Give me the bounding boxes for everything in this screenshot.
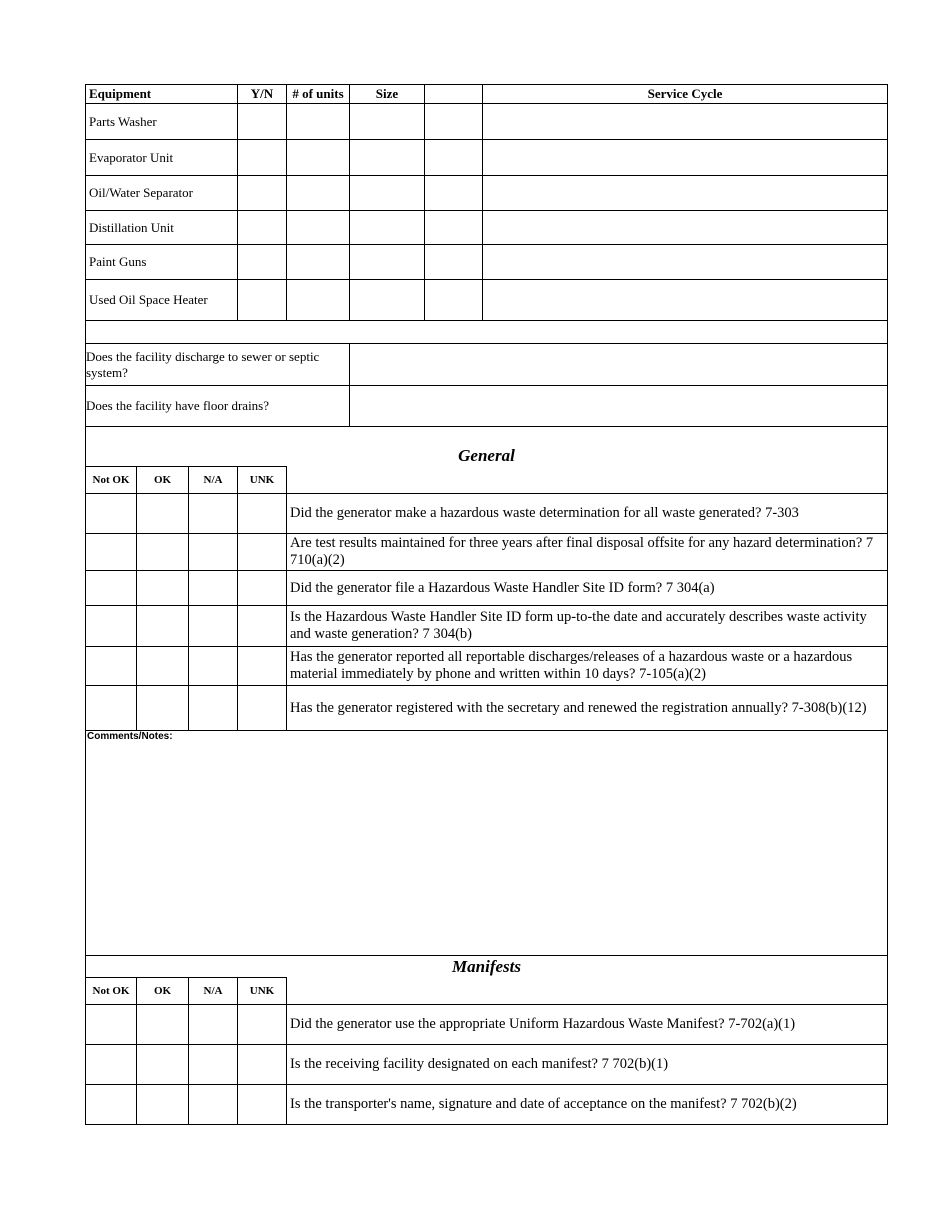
yn-cell[interactable]	[238, 280, 287, 321]
general-question-text: Is the Hazardous Waste Handler Site ID form up-to-the date and accurately describes waste activity and waste generation? 7 304(b)	[287, 606, 888, 647]
equipment-label: Evaporator Unit	[86, 140, 238, 176]
units-cell[interactable]	[287, 176, 350, 211]
equipment-label: Oil/Water Separator	[86, 176, 238, 211]
na-header: N/A	[189, 467, 238, 494]
service-cycle-cell[interactable]	[483, 140, 888, 176]
units-cell[interactable]	[287, 211, 350, 245]
ok-checkbox[interactable]	[137, 647, 189, 686]
unk-checkbox[interactable]	[238, 686, 287, 731]
size-cell[interactable]	[350, 176, 425, 211]
comments-notes-area[interactable]	[86, 731, 888, 956]
yn-cell[interactable]	[238, 140, 287, 176]
manifests-question-text: Is the receiving facility designated on each manifest? 7 702(b)(1)	[287, 1045, 888, 1085]
size-header: Size	[350, 85, 425, 104]
equipment-header: Equipment	[86, 85, 238, 104]
general-question-text: Has the generator reported all reportable discharges/releases of a hazardous waste or a hazardous material immediately by phone and written within 10 days? 7-105(a)(2)	[287, 647, 888, 686]
inspection-form	[85, 84, 887, 1125]
na-header: N/A	[189, 978, 238, 1005]
facility-question-label: Does the facility discharge to sewer or septic system?	[86, 344, 350, 386]
equipment-label: Parts Washer	[86, 104, 238, 140]
manifests-section	[85, 955, 888, 1125]
manifests-question-text: Did the generator use the appropriate Uniform Hazardous Waste Manifest? 7-702(a)(1)	[287, 1005, 888, 1045]
unk-checkbox[interactable]	[238, 606, 287, 647]
not-ok-checkbox[interactable]	[86, 571, 137, 606]
not-ok-checkbox[interactable]	[86, 606, 137, 647]
blank-cell[interactable]	[425, 280, 483, 321]
general-section-title: General	[86, 427, 888, 467]
general-title-row	[86, 427, 888, 467]
ok-checkbox[interactable]	[137, 1085, 189, 1125]
question-header-blank	[287, 978, 888, 1005]
comments-row	[86, 731, 888, 956]
units-cell[interactable]	[287, 104, 350, 140]
service-cycle-cell[interactable]	[483, 176, 888, 211]
unk-checkbox[interactable]	[238, 647, 287, 686]
service-cycle-cell[interactable]	[483, 104, 888, 140]
blank-header	[425, 85, 483, 104]
general-question-row	[86, 494, 888, 534]
unk-header: UNK	[238, 467, 287, 494]
equipment-label: Used Oil Space Heater	[86, 280, 238, 321]
general-question-text: Did the generator make a hazardous waste determination for all waste generated? 7-303	[287, 494, 888, 534]
manifests-question-text: Is the transporter's name, signature and date of acceptance on the manifest? 7 702(b)(2)	[287, 1085, 888, 1125]
equipment-label: Paint Guns	[86, 245, 238, 280]
equipment-row	[86, 211, 888, 245]
ok-header: OK	[137, 467, 189, 494]
manifests-question-row	[86, 1045, 888, 1085]
units-cell[interactable]	[287, 245, 350, 280]
units-header: # of units	[287, 85, 350, 104]
general-question-text: Are test results maintained for three years after final disposal offsite for any hazard determination? 7 710(a)(2)	[287, 534, 888, 571]
general-question-text: Has the generator registered with the secretary and renewed the registration annually? 7-308(b)(12)	[287, 686, 888, 731]
not-ok-header: Not OK	[86, 467, 137, 494]
ok-checkbox[interactable]	[137, 494, 189, 534]
ok-checkbox[interactable]	[137, 571, 189, 606]
na-checkbox[interactable]	[189, 1045, 238, 1085]
yn-cell[interactable]	[238, 245, 287, 280]
equipment-label: Distillation Unit	[86, 211, 238, 245]
size-cell[interactable]	[350, 140, 425, 176]
na-checkbox[interactable]	[189, 571, 238, 606]
na-checkbox[interactable]	[189, 494, 238, 534]
ok-header: OK	[137, 978, 189, 1005]
equipment-row	[86, 140, 888, 176]
general-checklist-header	[86, 467, 888, 494]
blank-cell[interactable]	[425, 104, 483, 140]
ok-checkbox[interactable]	[137, 534, 189, 571]
yn-cell[interactable]	[238, 211, 287, 245]
manifests-title-row	[86, 956, 888, 978]
na-checkbox[interactable]	[189, 1085, 238, 1125]
facility-question-label: Does the facility have floor drains?	[86, 386, 350, 427]
question-header-blank	[287, 467, 888, 494]
units-cell[interactable]	[287, 280, 350, 321]
equipment-row	[86, 245, 888, 280]
not-ok-checkbox[interactable]	[86, 1005, 137, 1045]
not-ok-checkbox[interactable]	[86, 686, 137, 731]
manifests-checklist-header	[86, 978, 888, 1005]
manifests-question-row	[86, 1005, 888, 1045]
general-question-text: Did the generator file a Hazardous Waste Handler Site ID form? 7 304(a)	[287, 571, 888, 606]
not-ok-checkbox[interactable]	[86, 647, 137, 686]
blank-cell[interactable]	[425, 176, 483, 211]
equipment-table	[85, 84, 888, 344]
size-cell[interactable]	[350, 211, 425, 245]
blank-cell[interactable]	[425, 245, 483, 280]
manifests-question-row	[86, 1085, 888, 1125]
facility-question-row	[86, 344, 888, 386]
spacer-row	[86, 321, 888, 344]
unk-checkbox[interactable]	[238, 494, 287, 534]
ok-checkbox[interactable]	[137, 686, 189, 731]
equipment-row	[86, 280, 888, 321]
service-cycle-cell[interactable]	[483, 245, 888, 280]
general-question-row	[86, 606, 888, 647]
equipment-row	[86, 104, 888, 140]
service-cycle-cell[interactable]	[483, 211, 888, 245]
unk-checkbox[interactable]	[238, 1005, 287, 1045]
general-question-row	[86, 534, 888, 571]
facility-answer-cell[interactable]	[350, 386, 888, 427]
unk-checkbox[interactable]	[238, 1085, 287, 1125]
not-ok-checkbox[interactable]	[86, 1045, 137, 1085]
not-ok-checkbox[interactable]	[86, 494, 137, 534]
na-checkbox[interactable]	[189, 1005, 238, 1045]
unk-checkbox[interactable]	[238, 571, 287, 606]
comments-label: Comments/Notes:	[87, 731, 173, 742]
na-checkbox[interactable]	[189, 534, 238, 571]
general-question-row	[86, 647, 888, 686]
na-checkbox[interactable]	[189, 606, 238, 647]
size-cell[interactable]	[350, 104, 425, 140]
manifests-section-title: Manifests	[86, 956, 888, 978]
ok-checkbox[interactable]	[137, 1045, 189, 1085]
size-cell[interactable]	[350, 280, 425, 321]
not-ok-header: Not OK	[86, 978, 137, 1005]
service-cycle-header: Service Cycle	[483, 85, 888, 104]
unk-checkbox[interactable]	[238, 1045, 287, 1085]
size-cell[interactable]	[350, 245, 425, 280]
equipment-header-row	[86, 85, 888, 104]
general-question-row	[86, 686, 888, 731]
facility-questions-table	[85, 343, 888, 427]
yn-header: Y/N	[238, 85, 287, 104]
unk-header: UNK	[238, 978, 287, 1005]
blank-cell[interactable]	[425, 211, 483, 245]
not-ok-checkbox[interactable]	[86, 1085, 137, 1125]
equipment-row	[86, 176, 888, 211]
facility-answer-cell[interactable]	[350, 344, 888, 386]
service-cycle-cell[interactable]	[483, 280, 888, 321]
general-question-row	[86, 571, 888, 606]
ok-checkbox[interactable]	[137, 606, 189, 647]
yn-cell[interactable]	[238, 104, 287, 140]
general-section	[85, 426, 888, 956]
na-checkbox[interactable]	[189, 686, 238, 731]
facility-question-row	[86, 386, 888, 427]
blank-cell[interactable]	[425, 140, 483, 176]
na-checkbox[interactable]	[189, 647, 238, 686]
spacer-cell	[86, 321, 888, 344]
yn-cell[interactable]	[238, 176, 287, 211]
unk-checkbox[interactable]	[238, 534, 287, 571]
not-ok-checkbox[interactable]	[86, 534, 137, 571]
units-cell[interactable]	[287, 140, 350, 176]
ok-checkbox[interactable]	[137, 1005, 189, 1045]
